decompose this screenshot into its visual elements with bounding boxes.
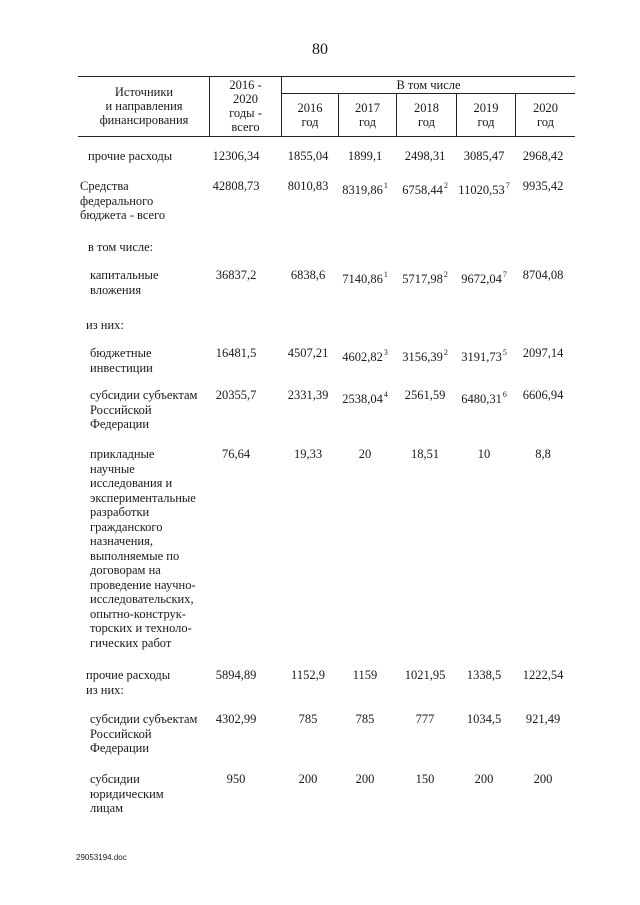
page-number: 80	[312, 41, 328, 58]
header-year-2017: 2017 год	[355, 101, 380, 129]
header-source: Источники и направления финансирования	[99, 85, 189, 127]
value-number: 200	[355, 772, 375, 786]
header-total: 2016 - 2020 годы - всего	[229, 78, 262, 134]
row-total: 76,64	[221, 447, 251, 461]
row-value-2019	[450, 268, 518, 286]
row-value-2018	[391, 346, 459, 364]
footnote-marker: 2	[443, 348, 448, 357]
value-number: 1338,5	[466, 668, 502, 682]
row-value-2017	[331, 179, 399, 197]
footnote-marker: 6	[502, 390, 507, 399]
footnote-marker: 2	[443, 270, 448, 279]
value-number: 3191,73	[461, 350, 502, 364]
value-number: 2561,59	[404, 388, 446, 402]
row-total: 42808,73	[212, 179, 260, 193]
footnote-marker: 5	[502, 348, 507, 357]
value-number: 4507,21	[287, 346, 329, 360]
row-value-2018	[391, 447, 459, 461]
row-value-2020	[509, 712, 577, 726]
value-number: 8010,83	[287, 179, 329, 193]
footnote-marker: 1	[383, 270, 388, 279]
row-value-2019	[450, 447, 518, 461]
row-value-2019	[450, 668, 518, 682]
value-number: 2097,14	[522, 346, 564, 360]
value-number: 1159	[352, 668, 378, 682]
row-value-2017	[331, 712, 399, 726]
row-value-2018	[391, 772, 459, 786]
value-number: 8,8	[535, 447, 551, 461]
row-label: из них:	[86, 318, 124, 332]
header-year-2016: 2016 год	[297, 101, 323, 129]
footnote-marker: 3	[383, 348, 388, 357]
row-label: прочие расходы	[88, 149, 173, 163]
value-number: 6606,94	[522, 388, 564, 402]
row-label: Средства федерального бюджета - всего	[80, 179, 166, 222]
row-value-2019	[450, 712, 518, 726]
row-value-2017	[331, 268, 399, 286]
row-value-2019	[450, 346, 518, 364]
value-number: 8319,86	[342, 183, 383, 197]
row-value-2020	[509, 149, 577, 163]
row-total: 950	[226, 772, 246, 786]
row-value-2019	[450, 149, 518, 163]
row-value-2017	[331, 149, 399, 163]
row-value-2018	[391, 668, 459, 682]
row-value-2018	[391, 388, 459, 402]
value-number: 9935,42	[522, 179, 564, 193]
row-total: 12306,34	[212, 149, 260, 163]
value-number: 6480,31	[461, 392, 502, 406]
row-value-2017	[331, 772, 399, 786]
row-value-2017	[331, 388, 399, 406]
value-number: 200	[533, 772, 553, 786]
value-number: 1899,1	[347, 149, 383, 163]
value-number: 2538,04	[342, 392, 383, 406]
row-total: 36837,2	[215, 268, 257, 282]
row-value-2018	[391, 268, 459, 286]
row-value-2019	[450, 179, 518, 197]
header-year-2019: 2019 год	[473, 101, 499, 129]
header-bottom-rule	[78, 136, 575, 137]
row-value-2018	[391, 712, 459, 726]
value-number: 1021,95	[404, 668, 446, 682]
value-number: 1034,5	[466, 712, 502, 726]
row-label: субсидии субъектам Российской Федерации	[90, 712, 198, 755]
table-top-rule	[78, 76, 575, 77]
footnote-marker: 7	[502, 270, 507, 279]
row-label: капитальные вложения	[90, 268, 159, 297]
value-number: 2331,39	[287, 388, 329, 402]
value-number: 200	[474, 772, 494, 786]
value-number: 8704,08	[522, 268, 564, 282]
row-value-2020	[509, 388, 577, 402]
value-number: 785	[298, 712, 318, 726]
value-number: 6838,6	[290, 268, 326, 282]
value-number: 7140,86	[342, 272, 383, 286]
row-value-2019	[450, 772, 518, 786]
row-value-2019	[450, 388, 518, 406]
value-number: 6758,44	[402, 183, 443, 197]
row-value-2018	[391, 149, 459, 163]
value-number: 19,33	[293, 447, 323, 461]
value-number: 20	[358, 447, 372, 461]
footer-filename: 29053194.doc	[76, 853, 127, 862]
row-label: прочие расходы из них:	[86, 668, 171, 697]
value-number: 921,49	[525, 712, 561, 726]
footnote-marker: 7	[505, 181, 510, 190]
value-number: 2968,42	[522, 149, 564, 163]
value-number: 1855,04	[287, 149, 329, 163]
row-value-2020	[509, 668, 577, 682]
value-number: 3156,39	[402, 350, 443, 364]
row-label: прикладные научные исследования и экспериментальные разработки гражданского назначения, выполняемые по договорам на проведение научно- исследовательских, опытно-конструк- торских и техноло- гических работ	[90, 447, 196, 650]
row-label: субсидии субъектам Российской Федерации	[90, 388, 198, 431]
value-number: 200	[298, 772, 318, 786]
row-value-2020	[509, 772, 577, 786]
value-number: 18,51	[410, 447, 440, 461]
header-year-2020: 2020 год	[533, 101, 558, 129]
row-total: 5894,89	[215, 668, 257, 682]
row-label: бюджетные инвестиции	[90, 346, 153, 375]
row-total: 4302,99	[215, 712, 257, 726]
footnote-marker: 4	[383, 390, 388, 399]
value-number: 5717,98	[402, 272, 443, 286]
value-number: 1152,9	[291, 668, 325, 682]
row-total: 16481,5	[215, 346, 257, 360]
row-label: субсидии юридическим лицам	[90, 772, 164, 815]
value-number: 785	[355, 712, 375, 726]
footnote-marker: 2	[443, 181, 448, 190]
value-number: 150	[415, 772, 435, 786]
footnote-marker: 1	[383, 181, 388, 190]
row-value-2020	[509, 447, 577, 461]
row-total: 20355,7	[215, 388, 257, 402]
value-number: 10	[477, 447, 491, 461]
value-number: 11020,53	[458, 183, 505, 197]
row-value-2020	[509, 346, 577, 360]
row-label: в том числе:	[88, 240, 154, 254]
value-number: 4602,82	[342, 350, 383, 364]
row-value-2020	[509, 179, 577, 193]
row-value-2017	[331, 346, 399, 364]
value-number: 777	[415, 712, 435, 726]
row-value-2018	[391, 179, 459, 197]
row-value-2017	[331, 447, 399, 461]
value-number: 2498,31	[404, 149, 446, 163]
row-value-2020	[509, 268, 577, 282]
subheader-rule	[281, 93, 575, 94]
value-number: 1222,54	[522, 668, 564, 682]
header-year-2018: 2018 год	[414, 101, 439, 129]
row-value-2017	[331, 668, 399, 682]
value-number: 9672,04	[461, 272, 502, 286]
value-number: 3085,47	[463, 149, 505, 163]
header-including: В том числе	[396, 78, 461, 92]
